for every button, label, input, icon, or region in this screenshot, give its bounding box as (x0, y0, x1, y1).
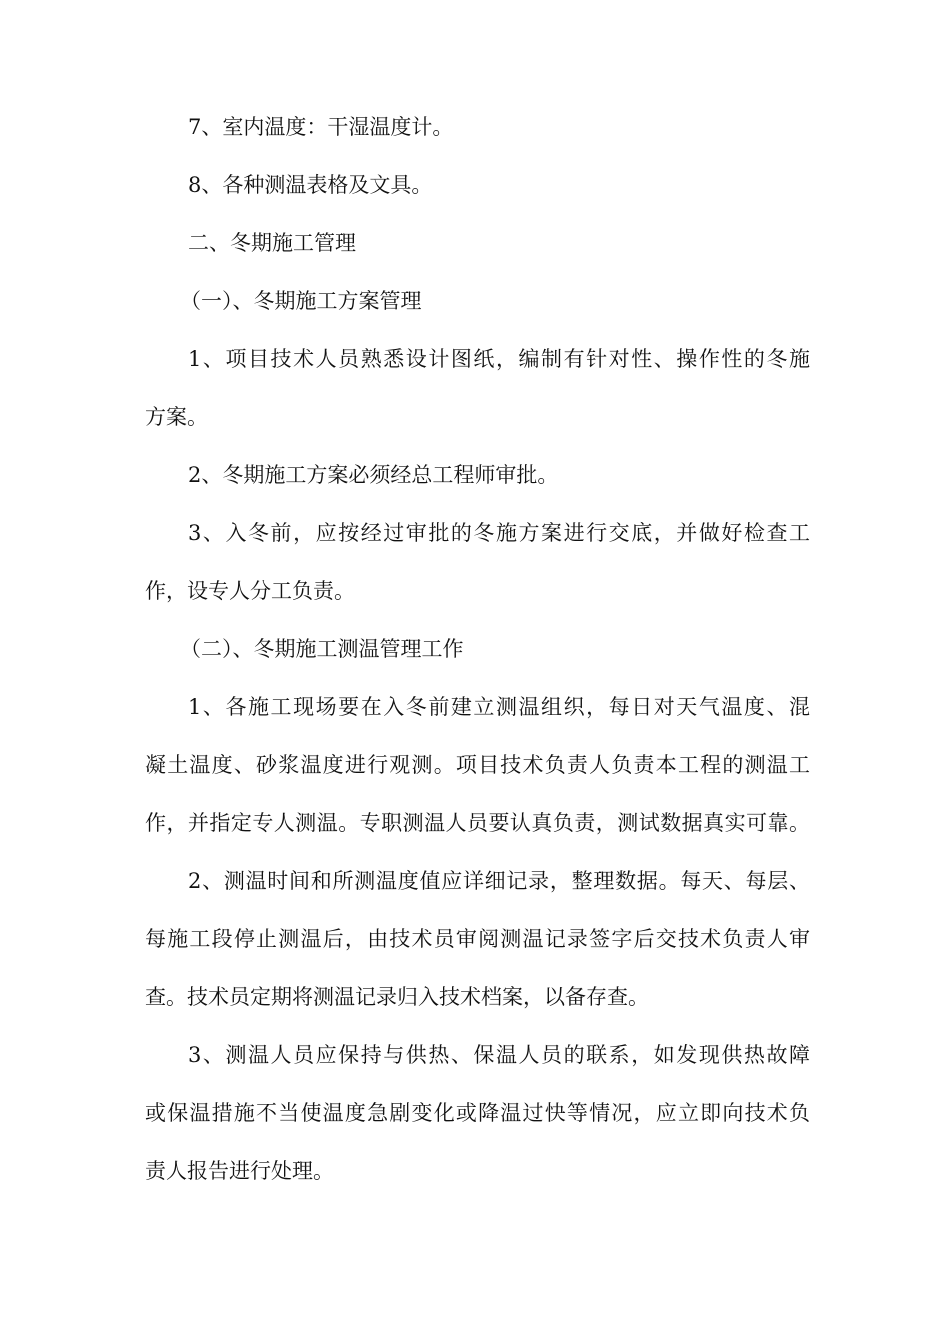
paragraph-1-line-1: 1、项目技术人员熟悉设计图纸，编制有针对性、操作性的冬施 (188, 347, 810, 371)
paragraph-5-line-2: 每施工段停止测温后，由技术员审阅测温记录签字后交技术负责人审 (145, 927, 810, 951)
section-heading-winter-management: 二、冬期施工管理 (188, 231, 356, 255)
paragraph-6-line-1: 3、测温人员应保持与供热、保温人员的联系，如发现供热故障 (188, 1043, 810, 1067)
paragraph-1-line-2: 方案。 (145, 405, 208, 429)
paragraph-3-line-1: 3、入冬前，应按经过审批的冬施方案进行交底，并做好检查工 (188, 521, 810, 545)
paragraph-5-line-1: 2、测温时间和所测温度值应详细记录，整理数据。每天、每层、 (188, 869, 810, 893)
paragraph-5-line-3: 查。技术员定期将测温记录归入技术档案，以备存查。 (145, 985, 649, 1009)
subsection-heading-measurement-management: （二）、冬期施工测温管理工作 (180, 637, 464, 661)
item-7-indoor-temperature: 7、室内温度：干湿温度计。 (188, 115, 454, 139)
paragraph-6-line-2: 或保温措施不当使温度急剧变化或降温过快等情况，应立即向技术负 (145, 1101, 810, 1125)
paragraph-3-line-2: 作，设专人分工负责。 (145, 579, 355, 603)
paragraph-2: 2、冬期施工方案必须经总工程师审批。 (188, 463, 559, 487)
subsection-heading-plan-management: （一）、冬期施工方案管理 (180, 289, 422, 313)
paragraph-4-line-3: 作，并指定专人测温。专职测温人员要认真负责，测试数据真实可靠。 (145, 811, 810, 835)
paragraph-6-line-3: 责人报告进行处理。 (145, 1159, 334, 1183)
paragraph-4-line-1: 1、各施工现场要在入冬前建立测温组织，每日对天气温度、混 (188, 695, 810, 719)
item-8-forms-stationery: 8、各种测温表格及文具。 (188, 173, 433, 197)
paragraph-4-line-2: 凝土温度、砂浆温度进行观测。项目技术负责人负责本工程的测温工 (145, 753, 810, 777)
